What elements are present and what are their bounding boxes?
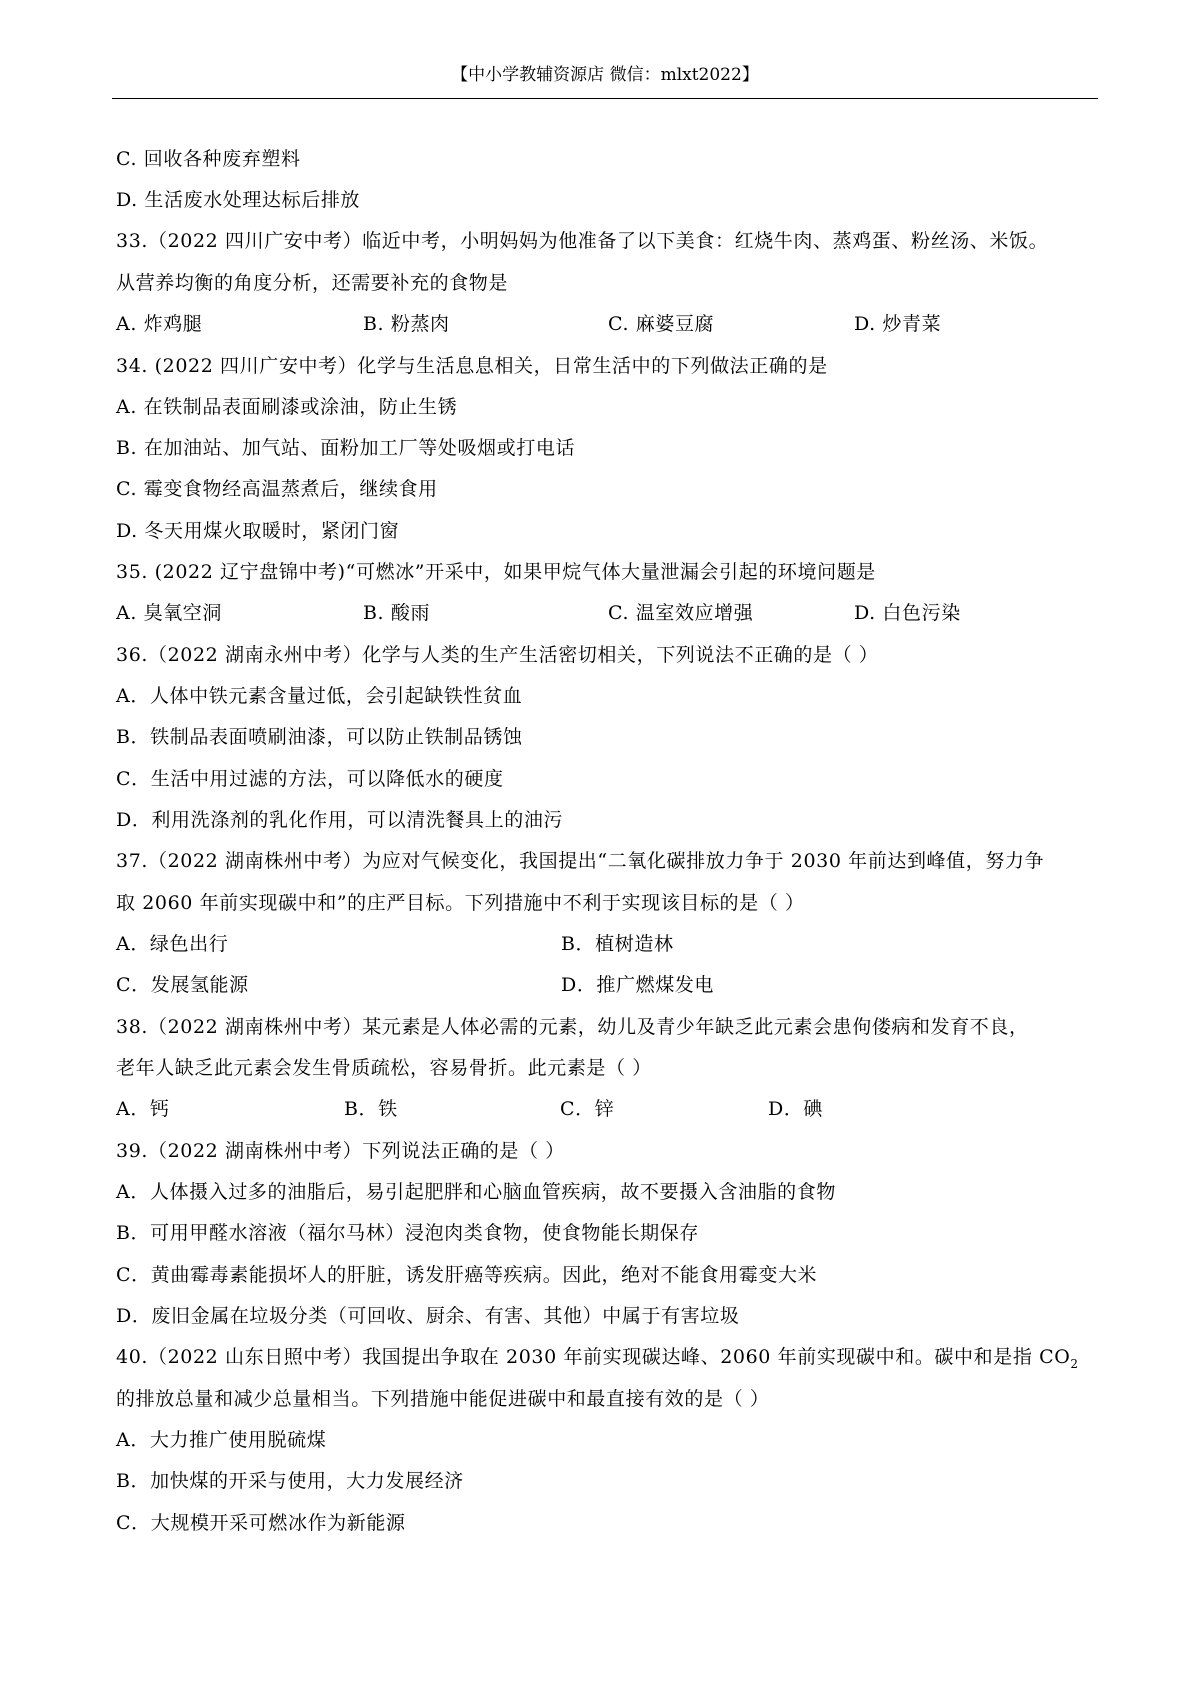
q35-option-d: D. 白色污染 [854,602,961,624]
q36-option-a: A．人体中铁元素含量过低，会引起缺铁性贫血 [116,685,523,707]
q37-option-a: A．绿色出行 [116,933,229,955]
q34-stem: 34. (2022 四川广安中考）化学与生活息息相关，日常生活中的下列做法正确的是 [116,355,828,377]
q33-option-d: D. 炒青菜 [854,313,942,335]
q39-option-a: A．人体摄入过多的油脂后，易引起肥胖和心脑血管疾病，故不要摄入含油脂的食物 [116,1181,836,1203]
q33-option-a: A. 炸鸡腿 [116,313,203,335]
q35-option-b: B. 酸雨 [363,602,431,624]
q38-option-b: B．铁 [344,1098,398,1120]
q40-stem-line2: 的排放总量和减少总量相当。下列措施中能促进碳中和最直接有效的是（ ） [116,1388,770,1410]
q37-stem-line2: 取 2060 年前实现碳中和”的庄严目标。下列措施中不利于实现该目标的是（ ） [116,892,805,914]
q39-stem: 39.（2022 湖南株州中考）下列说法正确的是（ ） [116,1140,565,1162]
q33-stem-line1: 33.（2022 四川广安中考）临近中考，小明妈妈为他准备了以下美食：红烧牛肉、蒸鸡蛋、粉丝汤、米饭。 [116,230,1049,252]
q33-option-b: B. 粉蒸肉 [363,313,450,335]
q34-option-a: A. 在铁制品表面刷漆或涂油，防止生锈 [116,396,458,418]
q35-stem: 35. (2022 辽宁盘锦中考)“可燃冰”开采中，如果甲烷气体大量泄漏会引起的环境问题是 [116,561,876,583]
q39-option-b: B．可用甲醛水溶液（福尔马林）浸泡肉类食物，使食物能长期保存 [116,1222,699,1244]
q37-stem-line1: 37.（2022 湖南株州中考）为应对气候变化，我国提出“二氧化碳排放力争于 2030 年前达到峰值，努力争 [116,850,1045,872]
q36-option-c: C．生活中用过滤的方法，可以降低水的硬度 [116,768,504,790]
q40-stem-text: 40.（2022 山东日照中考）我国提出争取在 2030 年前实现碳达峰、2060 年前实现碳中和。碳中和是指 CO [116,1346,1071,1368]
q40-option-c: C．大规模开采可燃冰作为新能源 [116,1512,406,1534]
header-divider [112,98,1098,99]
q32-option-d: D. 生活废水处理达标后排放 [116,189,361,211]
q35-option-a: A. 臭氧空洞 [116,602,223,624]
q40-stem-line1 [116,1344,1079,1377]
page-header: 【中小学教辅资源店 微信：mlxt2022】 [451,65,759,85]
q40-option-b: B．加快煤的开采与使用，大力发展经济 [116,1470,464,1492]
q39-option-c: C．黄曲霉毒素能损坏人的肝脏，诱发肝癌等疾病。因此，绝对不能食用霉变大米 [116,1264,818,1286]
q36-option-b: B．铁制品表面喷刷油漆，可以防止铁制品锈蚀 [116,726,523,748]
q32-option-c: C. 回收各种废弃塑料 [116,148,301,170]
q36-option-d: D．利用洗涤剂的乳化作用，可以清洗餐具上的油污 [116,809,564,831]
q38-stem-line2: 老年人缺乏此元素会发生骨质疏松，容易骨折。此元素是（ ） [116,1057,652,1079]
q36-stem: 36.（2022 湖南永州中考）化学与人类的生产生活密切相关，下列说法不正确的是（ ） [116,644,879,666]
q38-option-c: C．锌 [560,1098,615,1120]
q34-option-b: B. 在加油站、加气站、面粉加工厂等处吸烟或打电话 [116,437,576,459]
q38-option-d: D．碘 [768,1098,824,1120]
q33-option-c: C. 麻婆豆腐 [608,313,715,335]
q33-stem-line2: 从营养均衡的角度分析，还需要补充的食物是 [116,272,509,294]
q38-option-a: A．钙 [116,1098,170,1120]
q39-option-d: D．废旧金属在垃圾分类（可回收、厨余、有害、其他）中属于有害垃圾 [116,1305,740,1327]
q37-option-d: D．推广燃煤发电 [561,974,715,996]
q34-option-d: D. 冬天用煤火取暖时，紧闭门窗 [116,520,400,542]
q34-option-c: C. 霉变食物经高温蒸煮后，继续食用 [116,478,438,500]
q37-option-c: C．发展氢能源 [116,974,249,996]
q40-option-a: A．大力推广使用脱硫煤 [116,1429,327,1451]
q35-option-c: C. 温室效应增强 [608,602,754,624]
q38-stem-line1: 38.（2022 湖南株州中考）某元素是人体必需的元素，幼儿及青少年缺乏此元素会患佝偻病和发育不良， [116,1016,1029,1038]
co2-subscript: 2 [1070,1356,1079,1371]
q37-option-b: B．植树造林 [561,933,674,955]
